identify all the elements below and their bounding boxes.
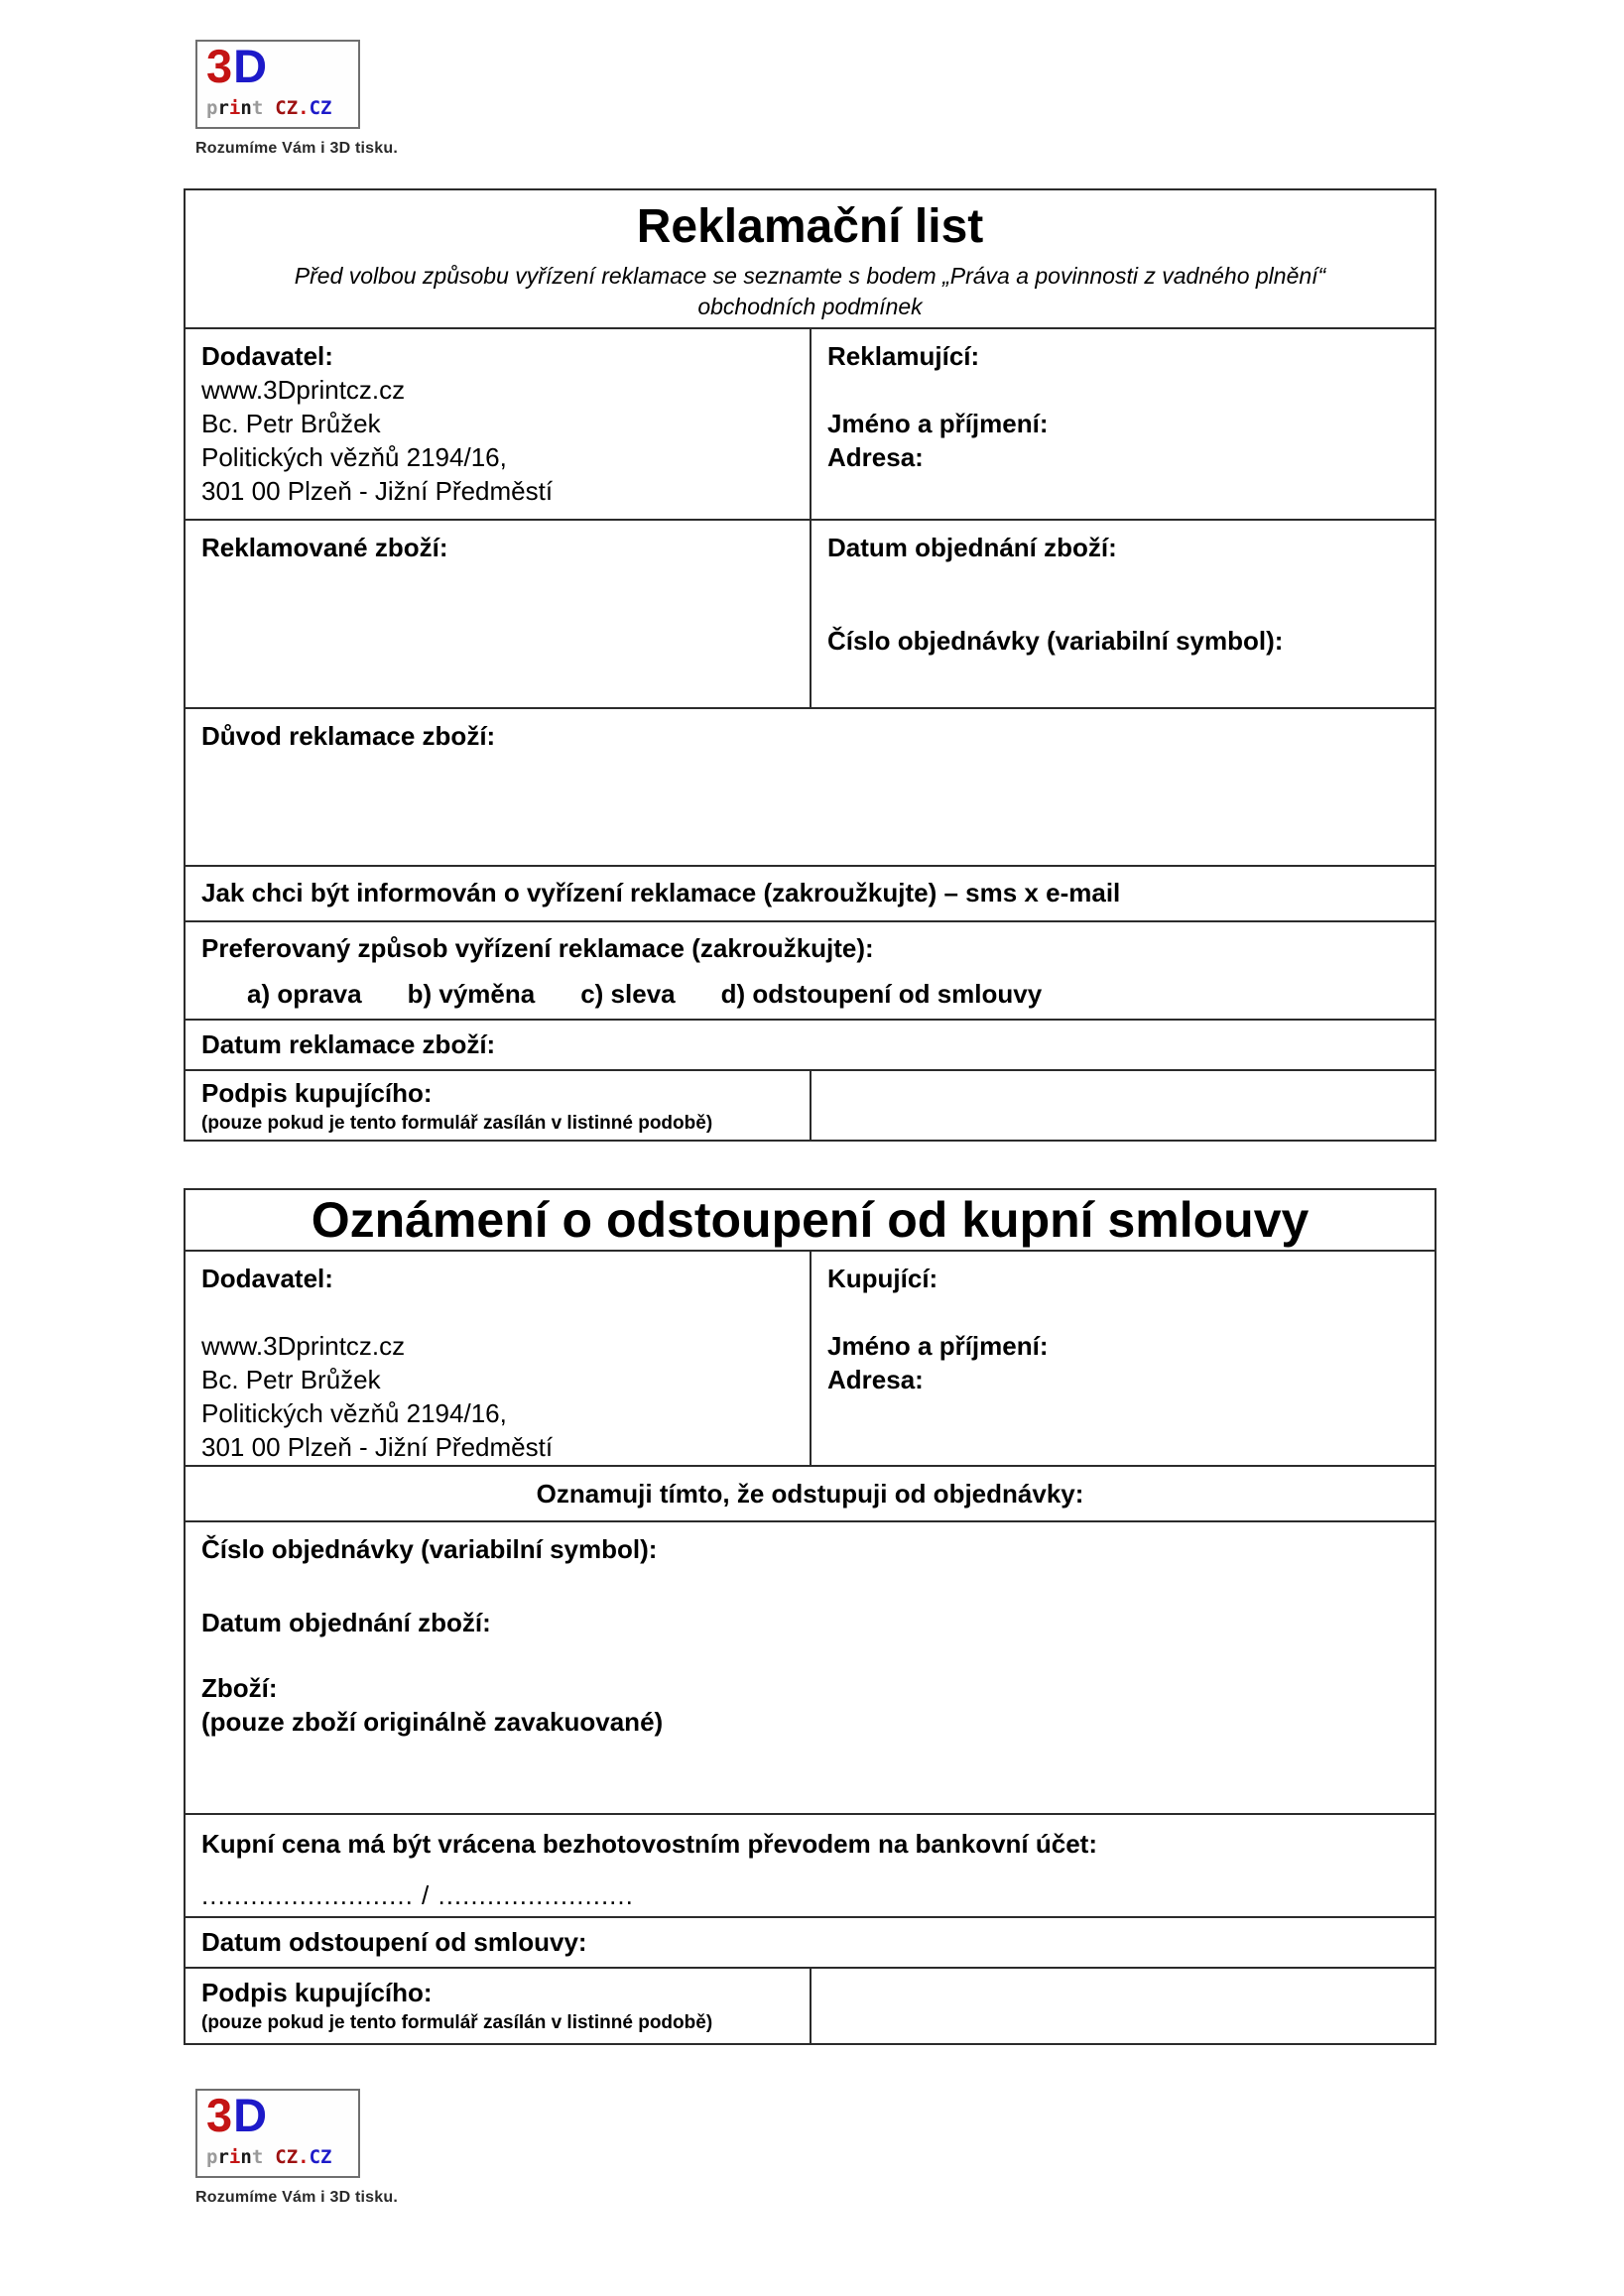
logo-letter: CZ xyxy=(275,97,299,119)
withdrawal-parties-row xyxy=(186,1252,1435,1467)
logo-letter: r xyxy=(217,2146,229,2168)
logo-letter: . xyxy=(298,2146,310,2168)
logo-box xyxy=(195,2089,360,2178)
withdrawal-form-table xyxy=(184,1188,1437,2045)
account-number-line: .......................... / ........................ xyxy=(201,1880,634,1910)
goods-order-row xyxy=(186,521,1435,709)
logo-letter: t xyxy=(251,2146,264,2168)
signature-label: Podpis kupujícího: xyxy=(201,1078,433,1108)
claimed-goods-cell xyxy=(186,521,812,707)
logo-domain-text xyxy=(275,97,331,119)
supplier-cell xyxy=(186,1252,812,1465)
option-exchange: b) výměna xyxy=(407,979,536,1009)
order-number-label: Číslo objednávky (variabilní symbol): xyxy=(827,626,1284,656)
signature-label: Podpis kupujícího: xyxy=(201,1978,433,2007)
resolution-options xyxy=(201,977,1419,1011)
withdrawal-date-row xyxy=(186,1918,1435,1969)
buyer-address-label: Adresa: xyxy=(827,1365,924,1394)
logo-letter: 3 xyxy=(206,40,234,92)
order-date-label: Datum objednání zboží: xyxy=(201,1608,491,1637)
signature-note: (pouze pokud je tento formulář zasílán v listinné podobě) xyxy=(201,1113,713,1134)
preferred-resolution-row xyxy=(186,922,1435,1021)
logo-letter: D xyxy=(233,40,269,92)
logo-print-text xyxy=(206,97,358,119)
logo-tagline: Rozumíme Vám i 3D tisku. xyxy=(195,140,398,157)
logo-letter: n xyxy=(240,2146,252,2168)
claimant-address-label: Adresa: xyxy=(827,442,924,472)
logo-letter: i xyxy=(228,97,241,119)
option-withdrawal: d) odstoupení od smlouvy xyxy=(720,979,1043,1009)
supplier-label: Dodavatel: xyxy=(201,341,333,371)
supplier-line: www.3Dprintcz.cz xyxy=(201,1331,406,1361)
claimant-cell xyxy=(812,329,1435,519)
preferred-label: Preferovaný způsob vyřízení reklamace (zakroužkujte): xyxy=(201,933,874,963)
logo-3d-text xyxy=(206,2089,358,2141)
supplier-line: www.3Dprintcz.cz xyxy=(201,375,406,405)
notify-row xyxy=(186,867,1435,922)
order-number-label: Číslo objednávky (variabilní symbol): xyxy=(201,1534,658,1564)
buyer-cell xyxy=(812,1252,1435,1465)
company-logo xyxy=(195,40,434,158)
buyer-label: Kupující: xyxy=(827,1264,938,1293)
claimed-goods-label: Reklamované zboží: xyxy=(201,533,448,562)
announce-label: Oznamuji tímto, že odstupuji od objednávky: xyxy=(536,1479,1084,1509)
withdrawal-title-row xyxy=(186,1190,1435,1252)
logo-letter: p xyxy=(206,97,218,119)
claim-date-label: Datum reklamace zboží: xyxy=(201,1029,496,1059)
signature-note: (pouze pokud je tento formulář zasílán v listinné podobě) xyxy=(201,2012,713,2033)
signature-label-cell xyxy=(186,1071,812,1140)
goods-note: (pouze zboží originálně zavakuované) xyxy=(201,1707,664,1737)
logo-letter: D xyxy=(233,2089,269,2141)
parties-row xyxy=(186,329,1435,521)
notify-label: Jak chci být informován o vyřízení reklamace (zakroužkujte) – sms x e-mail xyxy=(201,878,1121,907)
logo-print-text xyxy=(206,2146,358,2168)
withdrawal-details-row xyxy=(186,1522,1435,1815)
option-repair: a) oprava xyxy=(247,979,362,1009)
logo-3d-text xyxy=(206,40,358,92)
supplier-line: 301 00 Plzeň - Jižní Předměstí xyxy=(201,476,554,506)
withdrawal-date-label: Datum odstoupení od smlouvy: xyxy=(201,1927,587,1957)
supplier-line: Bc. Petr Brůžek xyxy=(201,1365,381,1394)
withdrawal-signature-row xyxy=(186,1969,1435,2043)
logo-letter: r xyxy=(217,97,229,119)
order-info-cell xyxy=(812,521,1435,707)
claimant-name-label: Jméno a příjmení: xyxy=(827,409,1049,438)
logo-letter: t xyxy=(251,97,264,119)
logo-letter: CZ xyxy=(309,97,332,119)
claim-title-row xyxy=(186,190,1435,329)
logo-letter: CZ xyxy=(275,2146,299,2168)
goods-label: Zboží: xyxy=(201,1673,278,1703)
logo-letter: 3 xyxy=(206,2089,234,2141)
claimant-label: Reklamující: xyxy=(827,341,980,371)
logo-box xyxy=(195,40,360,129)
logo-letter: p xyxy=(206,2146,218,2168)
claim-reason-label: Důvod reklamace zboží: xyxy=(201,721,496,751)
supplier-label: Dodavatel: xyxy=(201,1264,333,1293)
signature-label-cell xyxy=(186,1969,812,2043)
supplier-line: Politických vězňů 2194/16, xyxy=(201,442,507,472)
claim-form-subtitle-line2: obchodních podmínek xyxy=(697,294,923,319)
refund-label: Kupní cena má být vrácena bezhotovostním převodem na bankovní účet: xyxy=(201,1829,1097,1859)
claim-date-row xyxy=(186,1021,1435,1071)
logo-letter: n xyxy=(240,97,252,119)
refund-row xyxy=(186,1815,1435,1918)
supplier-line: Politických vězňů 2194/16, xyxy=(201,1398,507,1428)
claim-signature-row xyxy=(186,1071,1435,1140)
supplier-cell xyxy=(186,329,812,519)
signature-area xyxy=(812,1071,1435,1140)
withdrawal-form-title: Oznámení o odstoupení od kupní smlouvy xyxy=(311,1192,1310,1248)
logo-tagline: Rozumíme Vám i 3D tisku. xyxy=(195,2189,398,2206)
claim-reason-row xyxy=(186,709,1435,867)
claim-form-subtitle-line1: Před volbou způsobu vyřízení reklamace se seznamte s bodem „Práva a povinnosti z vadného plnění“ xyxy=(294,263,1326,289)
option-discount: c) sleva xyxy=(580,979,676,1009)
logo-domain-text xyxy=(275,2146,331,2168)
claim-form-title: Reklamační list xyxy=(636,200,984,253)
company-logo xyxy=(195,2089,434,2207)
logo-letter: . xyxy=(298,97,310,119)
order-date-label: Datum objednání zboží: xyxy=(827,533,1117,562)
supplier-line: 301 00 Plzeň - Jižní Předměstí xyxy=(201,1432,554,1462)
announce-row xyxy=(186,1467,1435,1522)
logo-letter: CZ xyxy=(309,2146,332,2168)
buyer-name-label: Jméno a příjmení: xyxy=(827,1331,1049,1361)
signature-area xyxy=(812,1969,1435,2043)
logo-letter: i xyxy=(228,2146,241,2168)
supplier-line: Bc. Petr Brůžek xyxy=(201,409,381,438)
claim-form-table xyxy=(184,188,1437,1142)
